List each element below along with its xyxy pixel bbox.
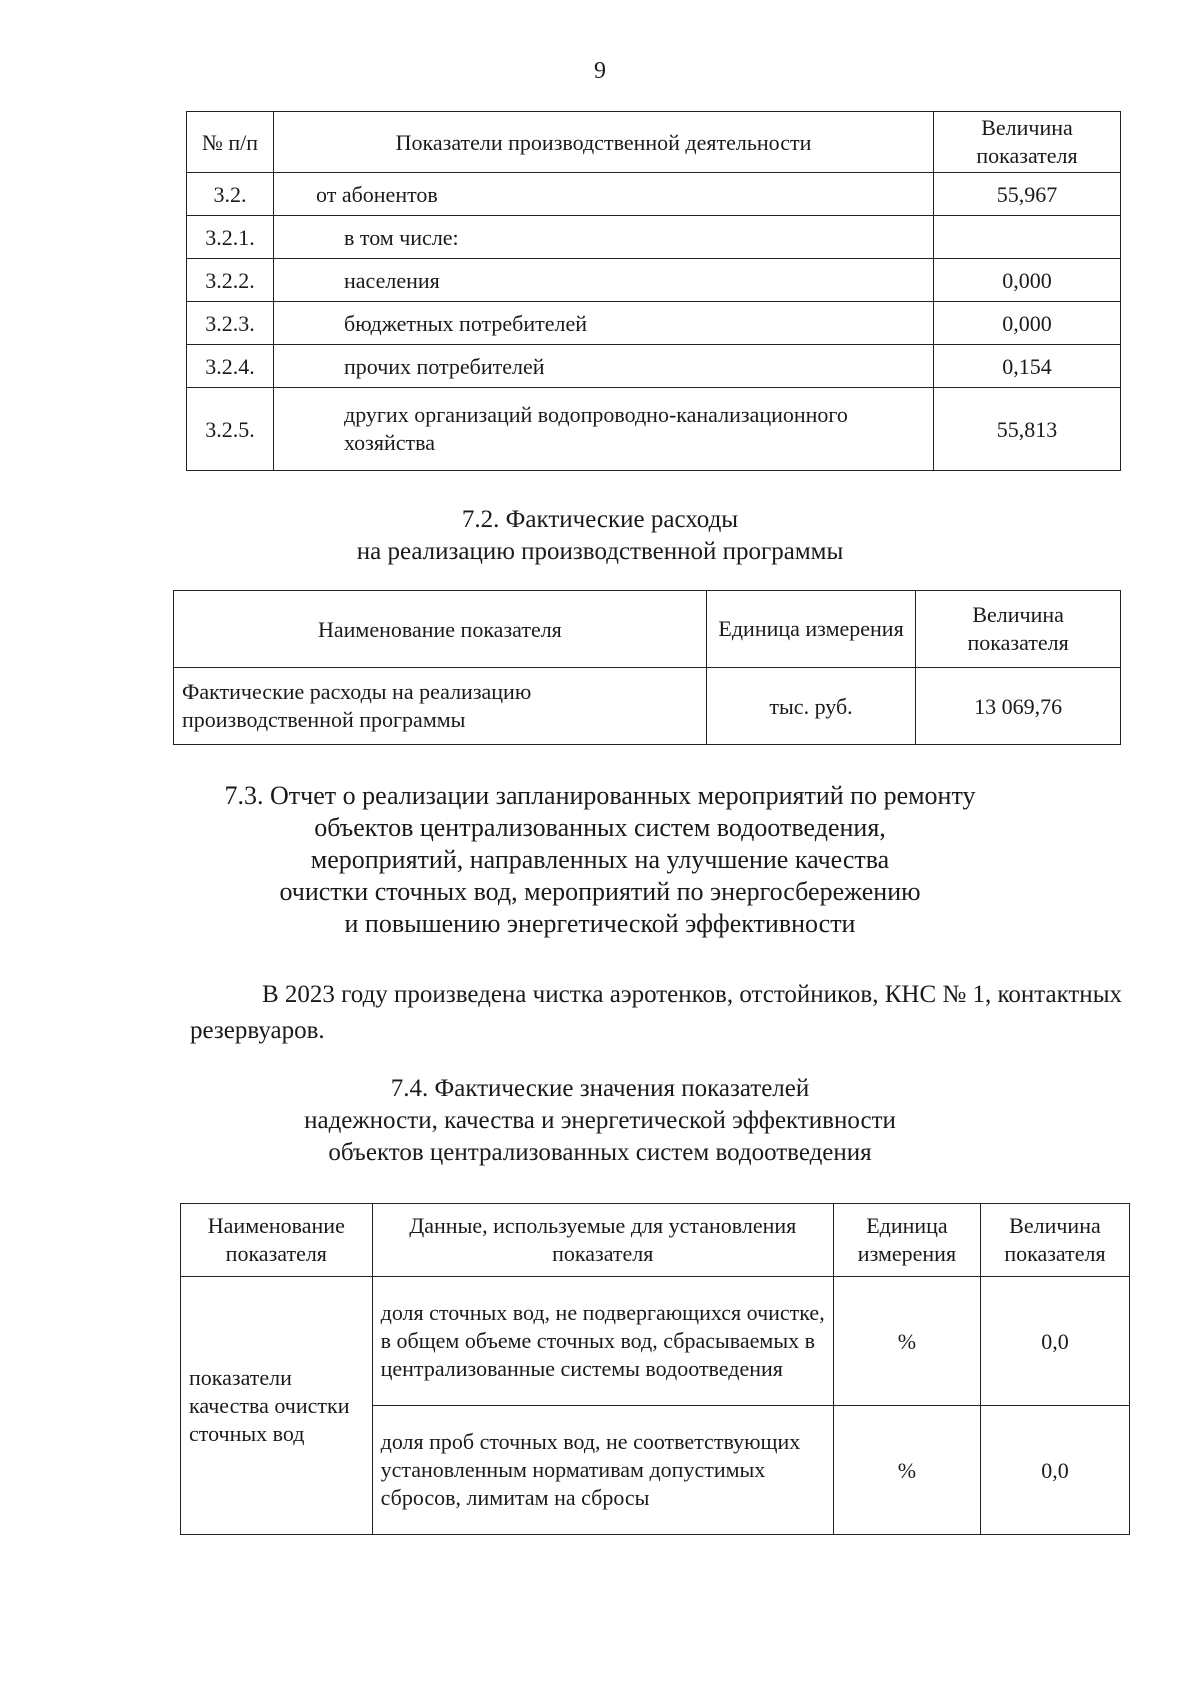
row-num: 3.2.2. bbox=[187, 259, 274, 302]
row-num: 3.2.1. bbox=[187, 216, 274, 259]
row-value: 0,154 bbox=[934, 345, 1121, 388]
row-value bbox=[934, 216, 1121, 259]
section-7-3-heading bbox=[0, 780, 1200, 940]
header-value: Величина показателя bbox=[980, 1204, 1129, 1277]
heading-line: 7.4. Фактические значения показателей bbox=[390, 1075, 810, 1102]
table-row bbox=[187, 302, 1121, 345]
section-7-2-heading bbox=[0, 504, 1200, 568]
header-unit: Единица измерения bbox=[706, 591, 915, 668]
heading-line: объектов централизованных систем водоотведения, bbox=[314, 813, 886, 842]
row-unit: % bbox=[833, 1406, 980, 1535]
header-data: Данные, используемые для установления показателя bbox=[372, 1204, 833, 1277]
row-label: прочих потребителей bbox=[274, 345, 934, 388]
row-value: 0,000 bbox=[934, 302, 1121, 345]
row-label: от абонентов bbox=[274, 173, 934, 216]
actual-expenses-table bbox=[173, 590, 1121, 745]
header-num: № п/п bbox=[187, 112, 274, 173]
row-num: 3.2.4. bbox=[187, 345, 274, 388]
table-row bbox=[181, 1277, 1130, 1406]
heading-line: 7.2. Фактические расходы bbox=[461, 506, 739, 533]
header-value: Величина показателя bbox=[934, 112, 1121, 173]
row-value: 0,0 bbox=[980, 1277, 1129, 1406]
section-7-3-paragraph: В 2023 году произведена чистка аэротенков, отстойников, КНС № 1, контактных резервуаров. bbox=[190, 981, 1122, 1044]
table-row bbox=[187, 173, 1121, 216]
heading-line: на реализацию производственной программы bbox=[356, 538, 844, 565]
table-row bbox=[174, 668, 1121, 745]
heading-line: мероприятий, направленных на улучшение качества bbox=[310, 845, 890, 874]
header-value: Величина показателя bbox=[916, 591, 1121, 668]
group-label: показатели качества очистки сточных вод bbox=[181, 1277, 373, 1535]
section-7-4-heading bbox=[0, 1073, 1200, 1169]
row-label: бюджетных потребителей bbox=[274, 302, 934, 345]
row-value: 55,813 bbox=[934, 388, 1121, 471]
row-num: 3.2.3. bbox=[187, 302, 274, 345]
table-row bbox=[187, 388, 1121, 471]
page-number: 9 bbox=[594, 58, 606, 84]
row-label: других организаций водопроводно-канализационного хозяйства bbox=[274, 388, 934, 471]
heading-line: и повышению энергетической эффективности bbox=[344, 909, 856, 938]
heading-line: объектов централизованных систем водоотведения bbox=[328, 1139, 872, 1166]
row-num: 3.2.5. bbox=[187, 388, 274, 471]
row-label: в том числе: bbox=[274, 216, 934, 259]
heading-line: очистки сточных вод, мероприятий по энергосбережению bbox=[279, 877, 921, 906]
table-row bbox=[187, 259, 1121, 302]
row-data: доля проб сточных вод, не соответствующих установленным нормативам допустимых сбросов, лимитам на сбросы bbox=[372, 1406, 833, 1535]
table-header-row bbox=[174, 591, 1121, 668]
row-value: 0,000 bbox=[934, 259, 1121, 302]
heading-line: 7.3. Отчет о реализации запланированных мероприятий по ремонту bbox=[224, 781, 976, 810]
row-num: 3.2. bbox=[187, 173, 274, 216]
row-name: Фактические расходы на реализацию производственной программы bbox=[174, 668, 707, 745]
row-unit: тыс. руб. bbox=[706, 668, 915, 745]
row-value: 0,0 bbox=[980, 1406, 1129, 1535]
header-indicator: Показатели производственной деятельности bbox=[274, 112, 934, 173]
row-value: 13 069,76 bbox=[916, 668, 1121, 745]
table-header-row bbox=[187, 112, 1121, 173]
row-data: доля сточных вод, не подвергающихся очистке, в общем объеме сточных вод, сбрасываемых в централизованные системы водоотведения bbox=[372, 1277, 833, 1406]
row-unit: % bbox=[833, 1277, 980, 1406]
heading-line: надежности, качества и энергетической эффективности bbox=[304, 1107, 896, 1134]
production-indicators-table bbox=[186, 111, 1121, 471]
row-label: населения bbox=[274, 259, 934, 302]
table-row bbox=[187, 345, 1121, 388]
row-value: 55,967 bbox=[934, 173, 1121, 216]
reliability-quality-table bbox=[180, 1203, 1130, 1535]
table-row bbox=[187, 216, 1121, 259]
header-name: Наименование показателя bbox=[181, 1204, 373, 1277]
header-unit: Единица измерения bbox=[833, 1204, 980, 1277]
table-header-row bbox=[181, 1204, 1130, 1277]
header-name: Наименование показателя bbox=[174, 591, 707, 668]
